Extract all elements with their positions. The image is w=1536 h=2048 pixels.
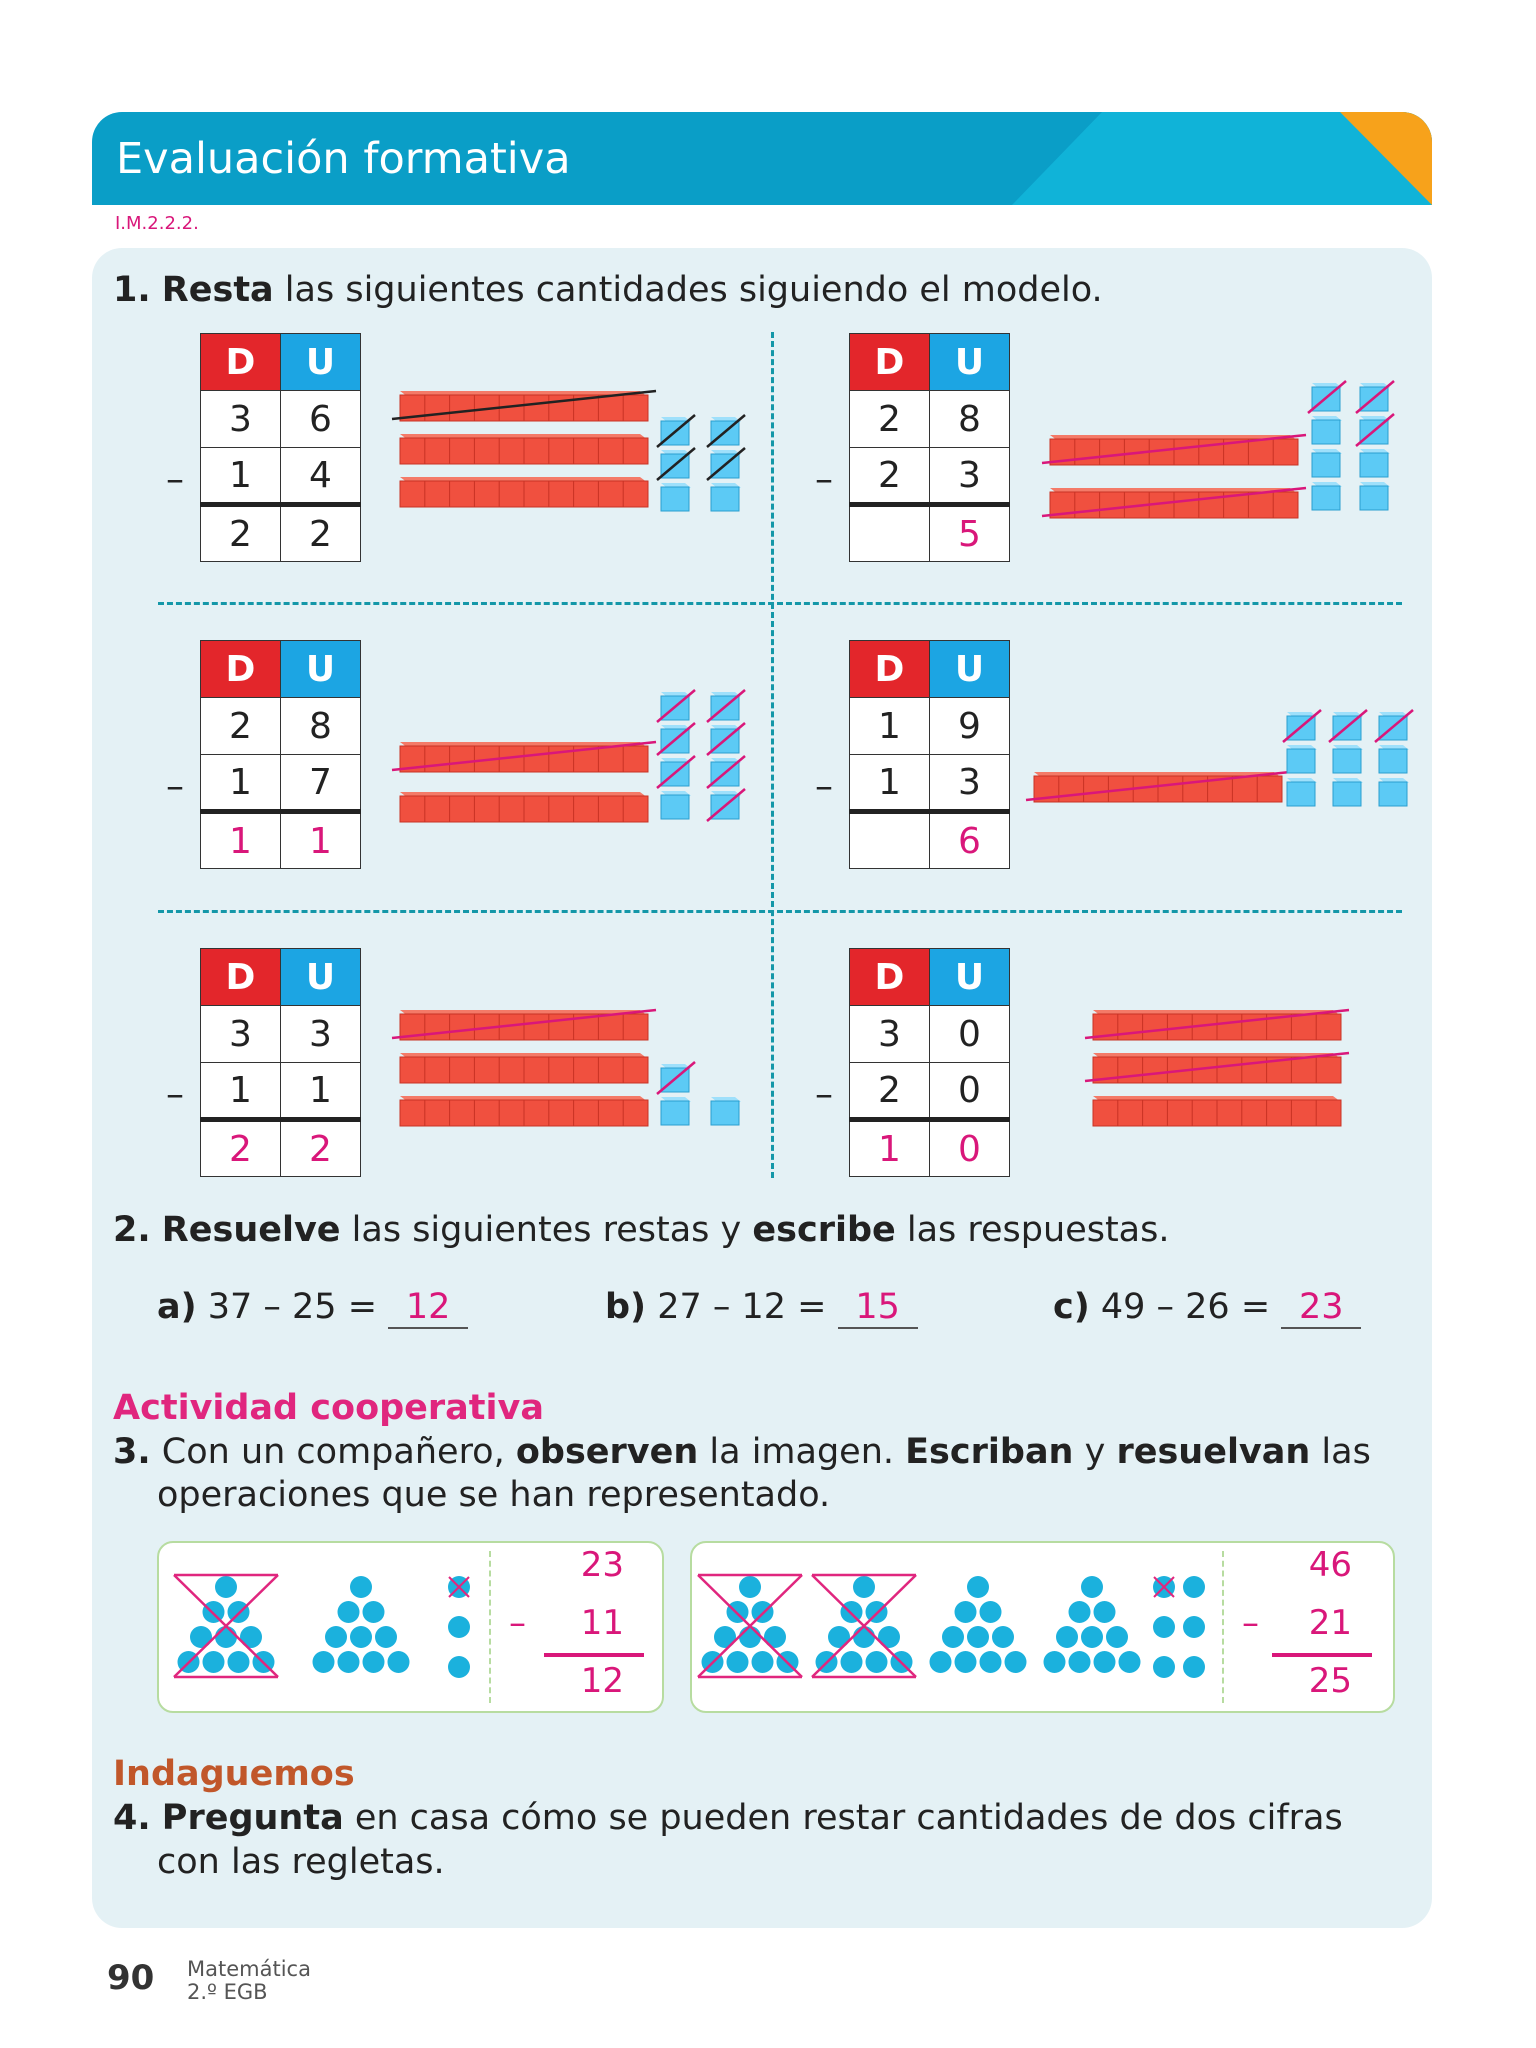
unit-cube — [1283, 710, 1321, 742]
operation-result: 12 — [580, 1661, 624, 1701]
question-text: y — [1073, 1432, 1117, 1472]
result-units[interactable]: 6 — [930, 812, 1010, 869]
unit-cube — [657, 1062, 695, 1094]
minuend-tens: 1 — [850, 698, 930, 755]
subtrahend-units: 3 — [930, 755, 1010, 812]
result-tens[interactable]: 2 — [201, 505, 281, 562]
unit-cube — [1333, 745, 1363, 773]
subtrahend-units: 4 — [281, 448, 361, 505]
grade-level: 2.º EGB — [187, 1980, 268, 2004]
indicator-code: I.M.2.2.2. — [115, 213, 199, 234]
section-title: Evaluación formativa — [116, 134, 571, 184]
question-number: 3. — [113, 1432, 151, 1472]
operand-top: 23 — [580, 1545, 624, 1585]
unit-cube — [661, 1097, 691, 1125]
page-number: 90 — [107, 1958, 155, 1998]
unit-cube — [1312, 482, 1342, 510]
question-verb: Resta — [161, 270, 274, 310]
ten-rod — [392, 742, 656, 772]
tens-header: D — [850, 949, 930, 1006]
ten-rod — [400, 434, 648, 464]
unit-cube — [1333, 778, 1363, 806]
ten-rod — [1042, 435, 1306, 465]
ten-rod — [1026, 772, 1290, 802]
tens-header: D — [850, 641, 930, 698]
unit-cube — [1312, 449, 1342, 477]
question-number: 2. — [113, 1210, 151, 1250]
minuend-units: 6 — [281, 391, 361, 448]
question-text: las siguientes restas y — [340, 1210, 753, 1250]
question-text: la imagen. — [698, 1432, 906, 1472]
minus-sign: – — [166, 459, 184, 500]
cooperative-heading: Actividad cooperativa — [113, 1388, 544, 1428]
minus-sign: – — [815, 1074, 833, 1115]
minuend-units: 3 — [281, 1006, 361, 1063]
minuend-tens: 3 — [201, 1006, 281, 1063]
indaguemos-heading: Indaguemos — [113, 1754, 355, 1794]
units-header: U — [930, 641, 1010, 698]
minuend-tens: 3 — [850, 1006, 930, 1063]
tens-header: D — [201, 334, 281, 391]
unit-cube — [1375, 710, 1413, 742]
question-number: 4. — [113, 1798, 151, 1838]
subtrahend-tens: 2 — [850, 1063, 930, 1120]
subtrahend-tens: 1 — [201, 1063, 281, 1120]
subtrahend-tens: 1 — [850, 755, 930, 812]
unit-cube — [657, 690, 695, 722]
unit-cube — [657, 723, 695, 755]
unit-cube — [707, 448, 745, 480]
minuend-tens: 3 — [201, 391, 281, 448]
unit-cube — [1360, 482, 1390, 510]
item-label: a) — [157, 1287, 197, 1327]
item-expression: 27 – 12 = — [646, 1287, 838, 1327]
unit-cube — [1379, 745, 1409, 773]
ten-rod — [1042, 488, 1306, 518]
unit-cube — [707, 789, 745, 821]
unit-cube — [1287, 745, 1317, 773]
result-units[interactable]: 1 — [281, 812, 361, 869]
unit-cube — [1308, 381, 1346, 413]
ten-rod — [400, 1053, 648, 1083]
subtrahend-tens: 1 — [201, 448, 281, 505]
item-label: b) — [605, 1287, 647, 1327]
units-header: U — [930, 334, 1010, 391]
unit-cube — [661, 483, 691, 511]
tens-header: D — [201, 949, 281, 1006]
unit-cube — [1356, 414, 1394, 446]
unit-cube — [657, 448, 695, 480]
unit-cube — [1312, 416, 1342, 444]
dua-subtitle: Acción y expresión — [1047, 52, 1313, 81]
operand-subtrahend: 21 — [1308, 1603, 1352, 1643]
units-header: U — [281, 334, 361, 391]
unit-cube — [1356, 381, 1394, 413]
tens-header: D — [850, 334, 930, 391]
operation-result: 25 — [1308, 1661, 1352, 1701]
subtrahend-units: 0 — [930, 1063, 1010, 1120]
unit-cube — [657, 415, 695, 447]
ten-rod — [400, 477, 648, 507]
unit-cube — [711, 483, 741, 511]
operand-top: 46 — [1308, 1545, 1352, 1585]
unit-cube — [707, 415, 745, 447]
question-verb: escribe — [752, 1210, 896, 1250]
ten-rod — [392, 391, 656, 421]
answer-blank[interactable]: 12 — [388, 1287, 468, 1329]
minus-sign: – — [166, 1074, 184, 1115]
result-units[interactable]: 0 — [930, 1120, 1010, 1177]
minuend-units: 9 — [930, 698, 1010, 755]
minuend-units: 0 — [930, 1006, 1010, 1063]
unit-cube — [707, 756, 745, 788]
subject-name: Matemática — [187, 1957, 311, 1981]
question-verb: Pregunta — [161, 1798, 344, 1838]
subtrahend-tens: 1 — [201, 755, 281, 812]
subtrahend-units: 3 — [930, 448, 1010, 505]
unit-cube — [1287, 778, 1317, 806]
unit-cube — [1360, 449, 1390, 477]
unit-cube — [1379, 778, 1409, 806]
unit-cube — [711, 1097, 741, 1125]
unit-cube — [707, 690, 745, 722]
question-number: 1. — [113, 270, 151, 310]
ten-rod — [1085, 1053, 1349, 1083]
result-units[interactable]: 2 — [281, 1120, 361, 1177]
question-text: en casa cómo se pueden restar cantidades de dos cifras — [343, 1798, 1343, 1838]
question-text: Con un compañero, — [150, 1432, 516, 1472]
item-label: c) — [1053, 1287, 1090, 1327]
question-text: las — [1310, 1432, 1371, 1472]
unit-cube — [657, 756, 695, 788]
minuend-tens: 2 — [201, 698, 281, 755]
result-units[interactable]: 5 — [930, 505, 1010, 562]
item-expression: 49 – 26 = — [1089, 1287, 1282, 1327]
result-tens[interactable]: 1 — [850, 1120, 930, 1177]
question-verb: resuelvan — [1116, 1432, 1311, 1472]
minus-sign: – — [1242, 1603, 1259, 1643]
ten-rod — [1085, 1010, 1349, 1040]
ten-rod — [1093, 1096, 1341, 1126]
question-4-line2: con las regletas. — [157, 1842, 445, 1882]
answer-blank[interactable]: 15 — [838, 1287, 918, 1329]
result-tens[interactable]: 1 — [201, 812, 281, 869]
subtrahend-tens: 2 — [850, 448, 930, 505]
answer-blank[interactable]: 23 — [1281, 1287, 1361, 1329]
item-expression: 37 – 25 = — [196, 1287, 389, 1327]
units-header: U — [930, 949, 1010, 1006]
unit-cube — [661, 791, 691, 819]
operand-subtrahend: 11 — [580, 1603, 624, 1643]
minus-sign: – — [509, 1603, 526, 1643]
minus-sign: – — [815, 766, 833, 807]
ten-rod — [400, 1096, 648, 1126]
units-header: U — [281, 641, 361, 698]
units-header: U — [281, 949, 361, 1006]
question-verb: Escriban — [905, 1432, 1074, 1472]
result-tens[interactable]: 2 — [201, 1120, 281, 1177]
ten-rod — [400, 792, 648, 822]
unit-cube — [1329, 710, 1367, 742]
subtrahend-units: 1 — [281, 1063, 361, 1120]
question-text: las siguientes cantidades siguiendo el modelo. — [273, 270, 1103, 310]
tens-header: D — [201, 641, 281, 698]
ten-rod — [392, 1010, 656, 1040]
question-verb: Resuelve — [161, 1210, 341, 1250]
minuend-units: 8 — [930, 391, 1010, 448]
minuend-tens: 2 — [850, 391, 930, 448]
result-units[interactable]: 2 — [281, 505, 361, 562]
question-text: las respuestas. — [895, 1210, 1170, 1250]
question-3-line2: operaciones que se han representado. — [157, 1475, 831, 1515]
minuend-units: 8 — [281, 698, 361, 755]
minus-sign: – — [815, 459, 833, 500]
subtrahend-units: 7 — [281, 755, 361, 812]
minus-sign: – — [166, 766, 184, 807]
dua-title: DUA — [1195, 16, 1265, 50]
unit-cube — [707, 723, 745, 755]
question-verb: observen — [515, 1432, 699, 1472]
